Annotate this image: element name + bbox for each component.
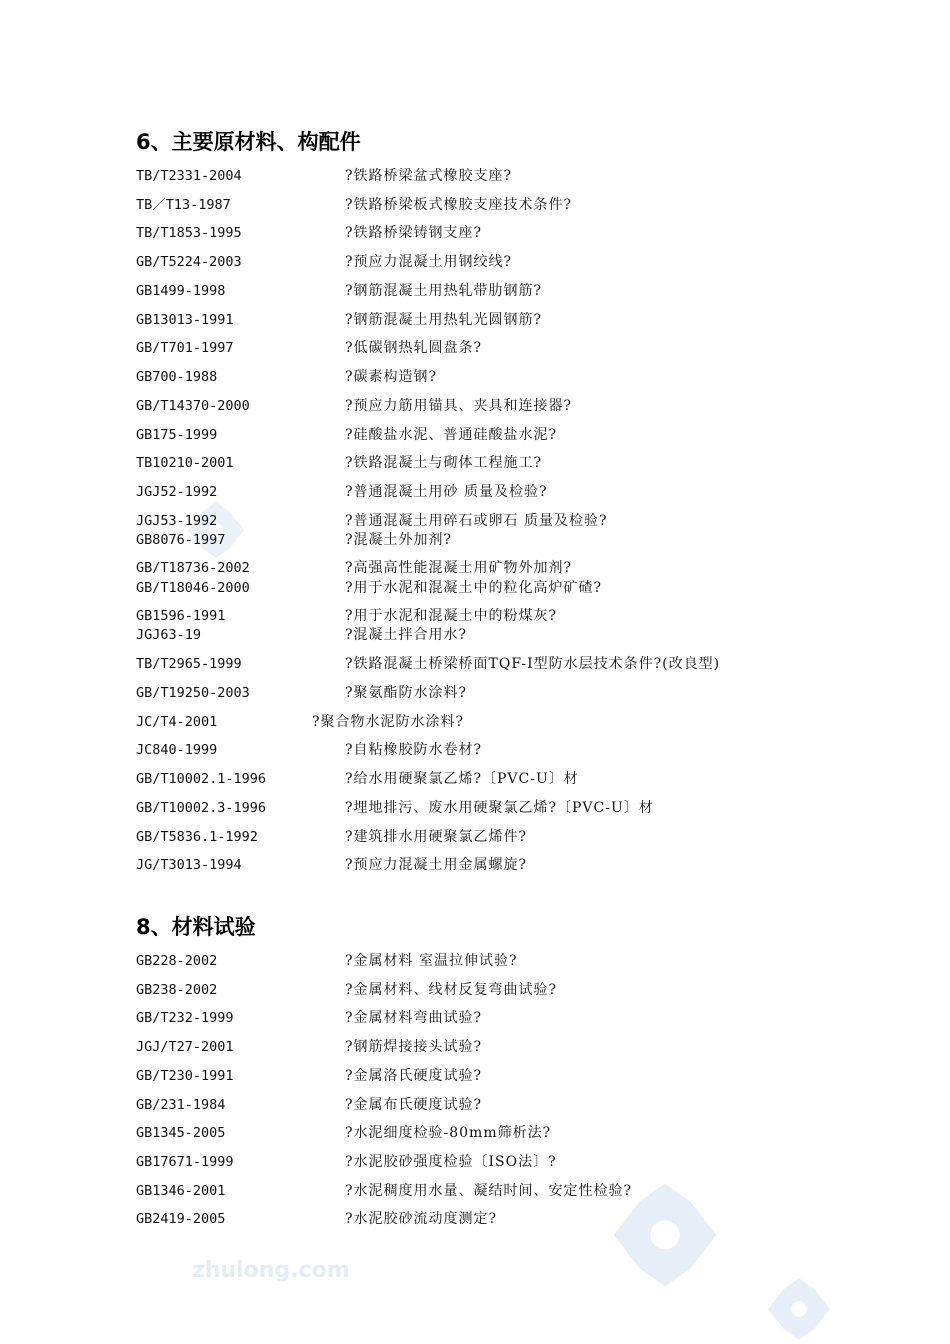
list-item	[0, 606, 950, 626]
standard-title: ?普通混凝土用砂 质量及检验?	[345, 484, 548, 500]
standard-code: GB/T5224-2003	[136, 254, 242, 270]
standard-title: ?聚氨酯防水涂料?	[345, 685, 468, 701]
list-item	[0, 482, 950, 502]
list-item	[0, 827, 950, 847]
standard-title: ?用于水泥和混凝土中的粒化高炉矿碴?	[345, 580, 603, 596]
list-item	[0, 625, 950, 645]
standard-code: JC840-1999	[136, 742, 218, 758]
standard-title: ?金属材料 室温拉伸试验?	[345, 953, 518, 969]
list-item	[0, 980, 950, 1000]
list-item	[0, 223, 950, 243]
list-item	[0, 453, 950, 473]
list-item	[0, 740, 950, 760]
list-item	[0, 530, 950, 550]
standard-code: GB/T701-1997	[136, 340, 234, 356]
standard-title: ?聚合物水泥防水涂料?	[312, 714, 465, 730]
standard-code: GB/T10002.1-1996	[136, 771, 267, 787]
list-item	[0, 166, 950, 186]
standard-title: ?硅酸盐水泥、普通硅酸盐水泥?	[345, 427, 558, 443]
list-item	[0, 511, 950, 531]
section-heading: 6、主要原材料、构配件	[136, 130, 361, 154]
standard-code: GB2419-2005	[136, 1211, 226, 1227]
standard-code: GB1596-1991	[136, 608, 226, 624]
standard-code: GB/T14370-2000	[136, 398, 250, 414]
list-item	[0, 252, 950, 272]
standard-title: ?金属布氏硬度试验?	[345, 1097, 483, 1113]
standard-code: TB/T1853-1995	[136, 225, 242, 241]
standard-title: ?自粘橡胶防水卷材?	[345, 742, 483, 758]
list-item	[0, 1209, 950, 1229]
list-item	[0, 195, 950, 215]
standard-title: ?铁路桥梁板式橡胶支座技术条件?	[345, 197, 573, 213]
standard-title: ?碳素构造钢?	[345, 369, 438, 385]
list-item	[0, 1181, 950, 1201]
standard-title: ?铁路桥梁铸钢支座?	[345, 225, 483, 241]
standard-title: ?给水用硬聚氯乙烯?〔PVC-U〕材	[345, 771, 579, 787]
standard-title: ?预应力混凝土用钢绞线?	[345, 254, 513, 270]
standard-title: ?钢筋焊接接头试验?	[345, 1039, 483, 1055]
list-item	[0, 1037, 950, 1057]
list-item	[0, 425, 950, 445]
standard-code: GB17671-1999	[136, 1154, 234, 1170]
standard-title: ?金属材料弯曲试验?	[345, 1010, 483, 1026]
standard-title: ?水泥细度检验-80mm筛析法?	[345, 1125, 552, 1141]
list-item	[0, 769, 950, 789]
standard-code: GB/T19250-2003	[136, 685, 250, 701]
standard-code: GB1499-1998	[136, 283, 226, 299]
standard-title: ?金属洛氏硬度试验?	[345, 1068, 483, 1084]
standard-code: TB/T2965-1999	[136, 656, 242, 672]
standard-code: GB/T230-1991	[136, 1068, 234, 1084]
standard-title: ?预应力筋用锚具、夹具和连接器?	[345, 398, 573, 414]
standard-code: GB/T18046-2000	[136, 580, 250, 596]
list-item	[0, 683, 950, 703]
section-heading: 8、材料试验	[136, 915, 256, 939]
list-item	[0, 310, 950, 330]
standard-title: ?水泥胶砂流动度测定?	[345, 1211, 498, 1227]
standard-title: ?高强高性能混凝土用矿物外加剂?	[345, 560, 573, 576]
standard-title: ?埋地排污、废水用硬聚氯乙烯?〔PVC-U〕材	[345, 800, 654, 816]
standard-title: ?金属材料、线材反复弯曲试验?	[345, 982, 558, 998]
list-item	[0, 1008, 950, 1028]
standard-code: TB/T2331-2004	[136, 168, 242, 184]
standard-code: GB/T18736-2002	[136, 560, 250, 576]
list-item	[0, 367, 950, 387]
list-item	[0, 654, 950, 674]
standard-title: ?建筑排水用硬聚氯乙烯件?	[345, 829, 528, 845]
standard-title: ?铁路混凝土桥梁桥面TQF-I型防水层技术条件?(改良型)	[345, 656, 721, 672]
standard-title: ?用于水泥和混凝土中的粉煤灰?	[345, 608, 558, 624]
standard-code: GB/T10002.3-1996	[136, 800, 267, 816]
list-item	[0, 1095, 950, 1115]
standard-code: GB238-2002	[136, 982, 218, 998]
standard-code: GB700-1988	[136, 369, 218, 385]
standard-title: ?混凝土拌合用水?	[345, 627, 468, 643]
standard-code: JC/T4-2001	[136, 714, 218, 730]
list-item	[0, 578, 950, 598]
list-item	[0, 1152, 950, 1172]
list-item	[0, 396, 950, 416]
list-item	[0, 798, 950, 818]
standard-code: TB／T13-1987	[136, 197, 231, 213]
list-item	[0, 1066, 950, 1086]
standard-code: JGJ/T27-2001	[136, 1039, 234, 1055]
standard-title: ?铁路桥梁盆式橡胶支座?	[345, 168, 513, 184]
standard-title: ?混凝土外加剂?	[345, 532, 453, 548]
standard-title: ?低碳钢热轧圆盘条?	[345, 340, 483, 356]
standard-code: JGJ63-19	[136, 627, 202, 643]
list-item	[0, 558, 950, 578]
standard-title: ?普通混凝土用碎石或卵石 质量及检验?	[345, 513, 608, 529]
standard-code: GB13013-1991	[136, 312, 234, 328]
list-item	[0, 1123, 950, 1143]
list-item	[0, 338, 950, 358]
standard-title: ?钢筋混凝土用热轧光圆钢筋?	[345, 312, 543, 328]
standard-code: GB/T5836.1-1992	[136, 829, 258, 845]
standard-code: GB228-2002	[136, 953, 218, 969]
list-item	[0, 951, 950, 971]
standard-code: GB/231-1984	[136, 1097, 226, 1113]
standard-code: GB8076-1997	[136, 532, 226, 548]
standard-code: GB1345-2005	[136, 1125, 226, 1141]
watermark-text: zhulong.com	[192, 1258, 350, 1283]
standard-code: JG/T3013-1994	[136, 857, 242, 873]
standard-title: ?水泥稠度用水量、凝结时间、安定性检验?	[345, 1183, 633, 1199]
standard-code: GB/T232-1999	[136, 1010, 234, 1026]
list-item	[0, 855, 950, 875]
standard-code: TB10210-2001	[136, 455, 234, 471]
list-item	[0, 712, 950, 732]
snowflake-watermark-icon	[766, 1276, 832, 1342]
standard-title: ?钢筋混凝土用热轧带肋钢筋?	[345, 283, 543, 299]
standard-code: JGJ53-1992	[136, 513, 218, 529]
standard-code: GB1346-2001	[136, 1183, 226, 1199]
list-item	[0, 281, 950, 301]
standard-code: GB175-1999	[136, 427, 218, 443]
standard-code: JGJ52-1992	[136, 484, 218, 500]
standard-title: ?预应力混凝土用金属螺旋?	[345, 857, 528, 873]
standard-title: ?水泥胶砂强度检验〔ISO法〕?	[345, 1154, 557, 1170]
standard-title: ?铁路混凝土与砌体工程施工?	[345, 455, 543, 471]
